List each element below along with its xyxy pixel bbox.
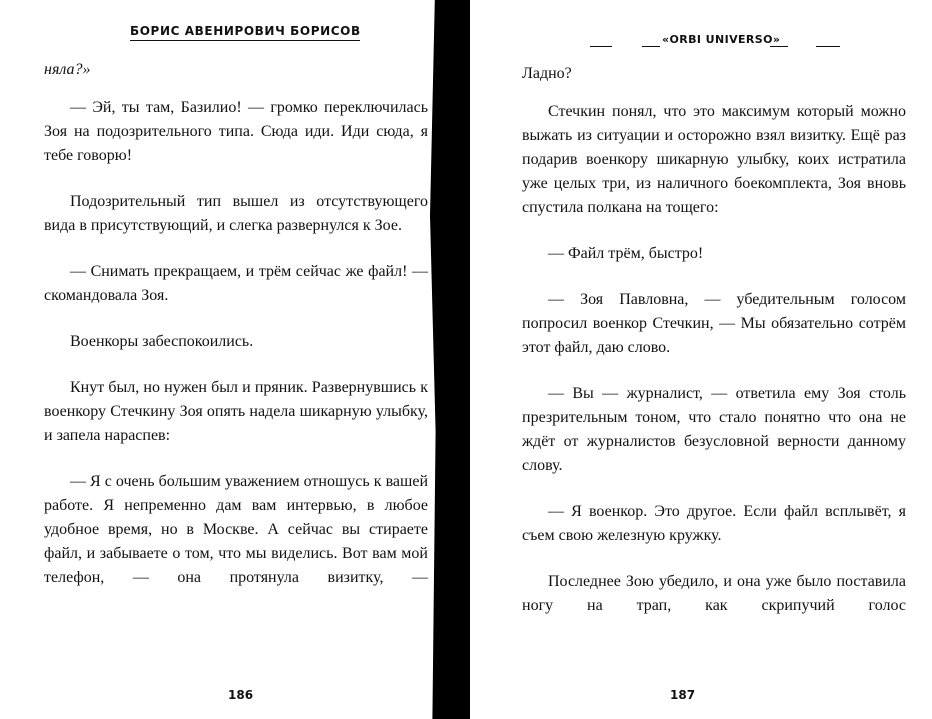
paragraph-gap: [44, 308, 428, 330]
paragraph: Стечкин понял, что это максимум который можно выжать из ситуации и осторожно взял визитку. Ещё раз подарив военкору шикарную улыбку, коих истратила уже целых три, из наличного боекомплекта, Зоя вновь спустила полкана на тощего:: [522, 103, 906, 216]
header-rule-segment: [816, 46, 840, 47]
paragraph: — Снимать прекращаем, и трём сейчас же файл! — скомандовала Зоя.: [44, 263, 428, 304]
paragraph: няла?»: [44, 61, 91, 78]
right-page: [470, 0, 932, 719]
header-rule-segment: [770, 46, 788, 47]
running-header-series: «ORBI UNIVERSO»: [662, 33, 781, 46]
left-text-block: [44, 58, 428, 590]
paragraph: Подозрительный тип вышел из отсутствующего вида в присутствующий, и слегка развернулся к Зое.: [44, 193, 428, 234]
header-rule: [130, 40, 360, 41]
page-number: 186: [228, 688, 254, 702]
paragraph-gap: [44, 448, 428, 470]
paragraph-gap: [522, 360, 906, 382]
running-header-author: БОРИС АВЕНИРОВИЧ БОРИСОВ: [130, 24, 361, 38]
paragraph-gap: [522, 548, 906, 570]
paragraph-gap: [522, 478, 906, 500]
paragraph: — Я военкор. Это другое. Если файл всплывёт, я съем свою железную кружку.: [522, 503, 906, 544]
header-rule-segment: [642, 46, 660, 47]
paragraph-gap: [522, 220, 906, 242]
paragraph: Последнее Зою убедило, и она уже было поставила ногу на трап, как скрипучий голос: [522, 573, 906, 614]
paragraph: — Вы — журналист, — ответила ему Зоя столь презрительным тоном, что стало понятно что она не ждёт от журналистов безусловной верности данному слову.: [522, 385, 906, 474]
page-number: 187: [670, 688, 696, 702]
paragraph-gap: [44, 82, 428, 96]
paragraph: Кнут был, но нужен был и пряник. Развернувшись к военкору Стечкину Зоя опять надела шикарную улыбку, и запела нараспев:: [44, 379, 428, 444]
paragraph-gap: [44, 168, 428, 190]
paragraph: — Эй, ты там, Базилио! — громко переключилась Зоя на подозрительного типа. Сюда иди. Иди сюда, я тебе говорю!: [44, 99, 428, 164]
right-text-block: [522, 62, 906, 618]
paragraph: — Зоя Павловна, — убедительным голосом попросил военкор Стечкин, — Мы обязательно сотрём этот файл, даю слово.: [522, 291, 906, 356]
paragraph-gap: [44, 354, 428, 376]
paragraph-gap: [522, 266, 906, 288]
left-page: [0, 0, 440, 719]
paragraph: — Я с очень большим уважением отношусь к вашей работе. Я непременно дам вам интервью, в любое удобное время, но в Москве. А сейчас вы стираете файл, и забываете о том, что мы виделись. Вот вам мой телефон, — она протянула визитку, —: [44, 473, 428, 586]
paragraph: — Файл трём, быстро!: [548, 245, 704, 262]
book-spine-shadow: [436, 0, 474, 719]
header-rule-segment: [590, 46, 612, 47]
paragraph-gap: [44, 238, 428, 260]
paragraph: Военкоры забеспокоились.: [70, 333, 254, 350]
paragraph-gap: [522, 86, 906, 100]
paragraph: Ладно?: [522, 65, 572, 82]
